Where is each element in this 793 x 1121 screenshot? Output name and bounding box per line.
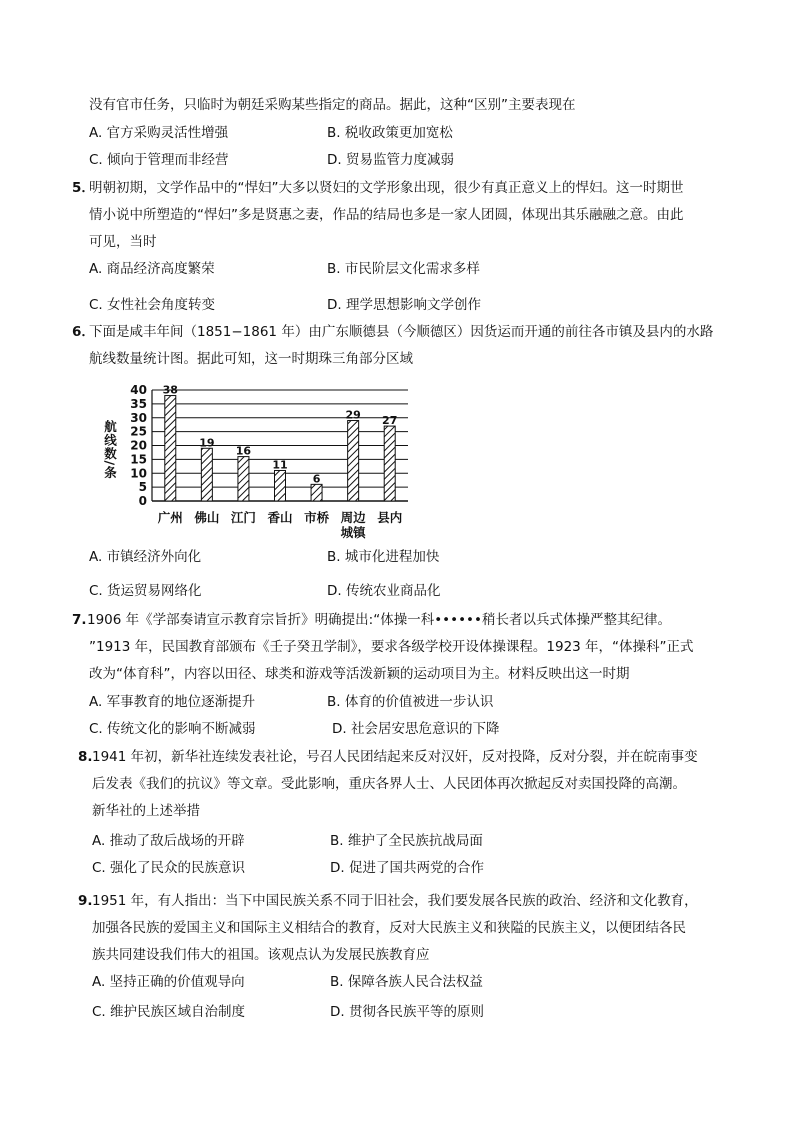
category-label: 县内	[377, 510, 403, 525]
category-label: 广州	[157, 510, 183, 525]
y-tick-labels	[130, 383, 147, 508]
y-tick-label: 10	[130, 466, 147, 481]
bar	[311, 484, 322, 501]
route-count-bar-chart	[102, 380, 418, 546]
q7-option-d[interactable]: D. 社会居安思危意识的下降	[332, 721, 500, 737]
q9-stem-line-3: 族共同建设我们伟大的祖国。该观点认为发展民族教育应	[92, 947, 430, 963]
y-tick-label: 0	[138, 494, 147, 508]
q9-stem-line-1: 1951 年，有人指出：当下中国民族关系不同于旧社会，我们要发展各民族的政治、经济和文化教育，	[92, 893, 698, 909]
y-tick-label: 5	[138, 480, 147, 495]
q5-option-a[interactable]: A. 商品经济高度繁荣	[89, 261, 215, 277]
q8-stem-line-3: 新华社的上述举措	[92, 803, 200, 819]
bar-data-label: 16	[235, 444, 252, 458]
q5-option-d[interactable]: D. 理学思想影响文学创作	[327, 297, 481, 313]
q5-number: 5．	[72, 180, 95, 196]
y-tick-label: 40	[130, 383, 147, 397]
q8-option-b[interactable]: B. 维护了全民族抗战局面	[330, 833, 483, 849]
q5-option-b[interactable]: B. 市民阶层文化需求多样	[327, 261, 480, 277]
category-label: 江门	[230, 510, 256, 525]
q6-option-b[interactable]: B. 城市化进程加快	[327, 549, 440, 565]
q5-stem-line-2: 情小说中所塑造的“悍妇”多是贤惠之妻，作品的结局也多是一家人团圆，体现出其乐融融之意。由此	[89, 207, 684, 223]
q8-number: 8.	[78, 749, 93, 765]
y-tick-label: 35	[130, 396, 147, 411]
q7-stem-line-3: 改为“体育科”，内容以田径、球类和游戏等活泼新颖的运动项目为主。材料反映出这一时期	[89, 666, 630, 682]
q8-option-a[interactable]: A. 推动了敌后战场的开辟	[92, 833, 245, 849]
bar-data-label: 6	[312, 472, 321, 486]
q6-option-a[interactable]: A. 市镇经济外向化	[89, 549, 202, 565]
category-label: 周边	[340, 510, 366, 525]
q4-option-b[interactable]: B. 税收政策更加宽松	[327, 125, 453, 141]
y-tick-label: 15	[130, 452, 147, 467]
category-label: 香山	[267, 510, 293, 525]
q8-stem-line-1: 1941 年初，新华社连续发表社论，号召人民团结起来反对汉奸，反对投降，反对分裂，并在皖南事变	[92, 749, 698, 765]
q9-number: 9.	[78, 893, 93, 909]
q6-option-c[interactable]: C. 货运贸易网络化	[89, 583, 202, 599]
q9-option-d[interactable]: D. 贯彻各民族平等的原则	[330, 1004, 484, 1020]
q8-option-c[interactable]: C. 强化了民众的民族意识	[92, 860, 246, 876]
y-tick-label: 20	[130, 438, 147, 453]
q7-option-b[interactable]: B. 体育的价值被进一步认识	[327, 694, 494, 710]
bar-data-label: 11	[272, 458, 288, 472]
q9-option-c[interactable]: C. 维护民族区域自治制度	[92, 1004, 246, 1020]
bar	[275, 470, 286, 501]
q5-option-c[interactable]: C. 女性社会角度转变	[89, 297, 216, 313]
q8-stem-line-2: 后发表《我们的抗议》等文章。受此影响，重庆各界人士、人民团体再次掀起反对卖国投降的高潮。	[92, 776, 686, 792]
bar-data-label: 19	[199, 436, 215, 450]
q9-stem-line-2: 加强各民族的爱国主义和国际主义相结合的教育，反对大民族主义和狭隘的民族主义，以便团结各民	[92, 920, 686, 936]
q9-option-b[interactable]: B. 保障各族人民合法权益	[330, 974, 483, 990]
y-tick-label: 30	[130, 410, 147, 425]
bar	[165, 396, 176, 501]
q5-stem-line-1: 明朝初期，文学作品中的“悍妇”大多以贤妇的文学形象出现，很少有真正意义上的悍妇。这一时期世	[89, 180, 684, 196]
q4-option-a[interactable]: A. 官方采购灵活性增强	[89, 125, 229, 141]
y-tick-label: 25	[130, 424, 147, 439]
q4-option-c[interactable]: C. 倾向于管理而非经营	[89, 152, 229, 168]
bar	[201, 448, 212, 501]
bar-data-labels	[163, 384, 398, 486]
q6-stem-line-2: 航线数量统计图。据此可知，这一时期珠三角部分区域	[89, 351, 413, 367]
category-label: 佛山	[194, 510, 220, 525]
bar	[238, 457, 249, 501]
category-label: 市桥	[304, 510, 330, 525]
y-axis-label: 航线数/条	[102, 420, 118, 480]
q8-option-d[interactable]: D. 促进了国共两党的合作	[330, 860, 484, 876]
category-label: 城镇	[340, 525, 366, 540]
bar	[348, 421, 359, 501]
q9-option-a[interactable]: A. 坚持正确的价值观导向	[92, 974, 245, 990]
bar-data-label: 27	[382, 414, 398, 428]
q7-stem-line-2: ”1913 年，民国教育部颁布《壬子癸丑学制》，要求各级学校开设体操课程。1923 年，“体操科”正式	[89, 639, 694, 655]
q4-option-d[interactable]: D. 贸易监管力度减弱	[327, 152, 454, 168]
bar-data-label: 38	[162, 383, 178, 397]
q7-option-c[interactable]: C. 传统文化的影响不断减弱	[89, 721, 256, 737]
q6-stem-line-1: 下面是咸丰年间（1851−1861 年）由广东顺德县（今顺德区）因货运而开通的前往各市镇及县内的水路	[89, 324, 714, 340]
q6-option-d[interactable]: D. 传统农业商品化	[327, 583, 441, 599]
bar-data-label: 29	[345, 408, 361, 422]
q5-stem-line-3: 可见，当时	[89, 234, 157, 250]
q7-option-a[interactable]: A. 军事教育的地位逐渐提升	[89, 694, 256, 710]
bar	[384, 426, 395, 501]
q7-number: 7.	[72, 612, 87, 628]
q6-number: 6．	[72, 324, 95, 340]
category-labels	[158, 510, 403, 540]
q4-stem-tail: 没有官市任务，只临时为朝廷采购某些指定的商品。据此，这种“区别”主要表现在	[89, 97, 576, 113]
q7-stem-line-1: 1906 年《学部奏请宣示教育宗旨折》明确提出:“体操一科••••••稍长者以兵式体操严整其纪律。	[87, 612, 671, 628]
